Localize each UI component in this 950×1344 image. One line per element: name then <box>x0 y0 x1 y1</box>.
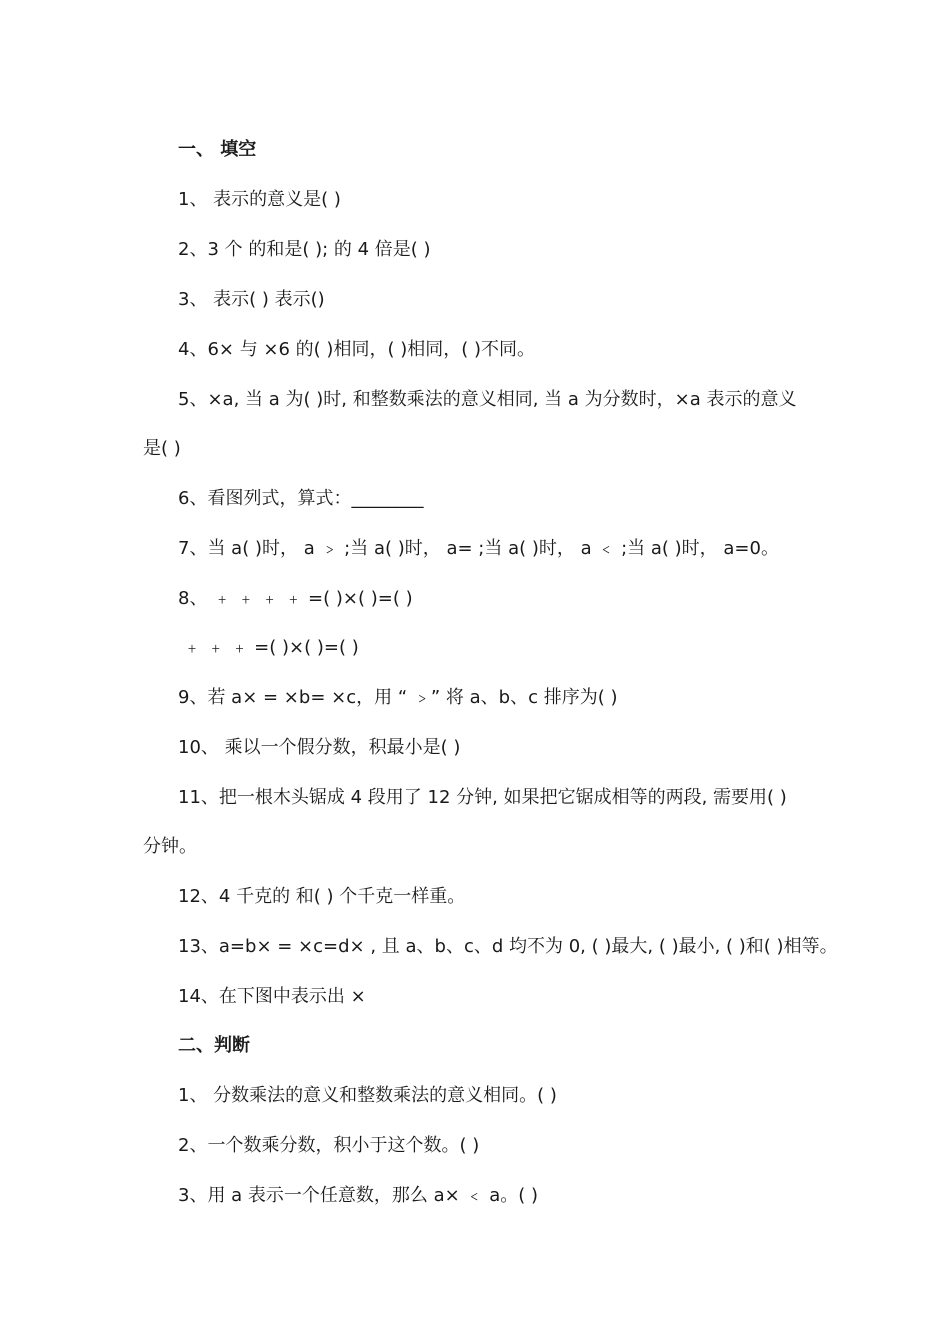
question-9: 9、若 a× = ×b= ×c，用 “ ﹥” 将 a、b、c 排序为( ) <box>178 687 618 708</box>
question-11: 11、把一根木头锯成 4 段用了 12 分钟, 如果把它锯成相等的两段, 需要用( ) <box>178 787 787 808</box>
question-12: 12、4 千克的 和( ) 个千克一样重。 <box>178 886 466 907</box>
question-11-continued: 分钟。 <box>143 836 197 857</box>
question-6: 6、看图列式，算式：________ <box>178 488 424 509</box>
question-4: 4、6× 与 ×6 的( )相同，( )相同，( )不同。 <box>178 339 535 360</box>
question-8-second-line: ﹢ ﹢ ﹢ =( )×( )=( ) <box>183 637 359 658</box>
judge-question-3: 3、用 a 表示一个任意数，那么 a× ﹤ a。( ) <box>178 1185 538 1206</box>
question-13: 13、a=b× = ×c=d× , 且 a、b、c、d 均不为 0, ( )最大, ( )最小, ( )和( )相等。 <box>178 936 838 957</box>
judge-question-2: 2、一个数乘分数，积小于这个数。( ) <box>178 1135 480 1156</box>
question-5: 5、×a, 当 a 为( )时, 和整数乘法的意义相同, 当 a 为分数时，×a 表示的意义 <box>178 389 797 410</box>
question-10: 10、 乘以一个假分数，积最小是( ) <box>178 737 461 758</box>
question-2: 2、3 个 的和是( ); 的 4 倍是( ) <box>178 239 431 260</box>
question-14: 14、在下图中表示出 × <box>178 986 366 1007</box>
question-5-continued: 是( ) <box>143 438 181 459</box>
question-1: 1、 表示的意义是( ) <box>178 189 341 210</box>
question-3: 3、 表示( ) 表示() <box>178 289 325 310</box>
judge-question-1: 1、 分数乘法的意义和整数乘法的意义相同。( ) <box>178 1085 557 1106</box>
section-heading-fill-blank: 一、 填空 <box>178 139 257 160</box>
question-8: 8、 ﹢ ﹢ ﹢ ﹢ =( )×( )=( ) <box>178 588 413 609</box>
section-heading-true-false: 二、判断 <box>178 1035 250 1056</box>
question-7: 7、当 a( )时， a ﹥ ;当 a( )时， a= ;当 a( )时， a ﹤ ;当 a( )时， a=0。 <box>178 538 779 559</box>
